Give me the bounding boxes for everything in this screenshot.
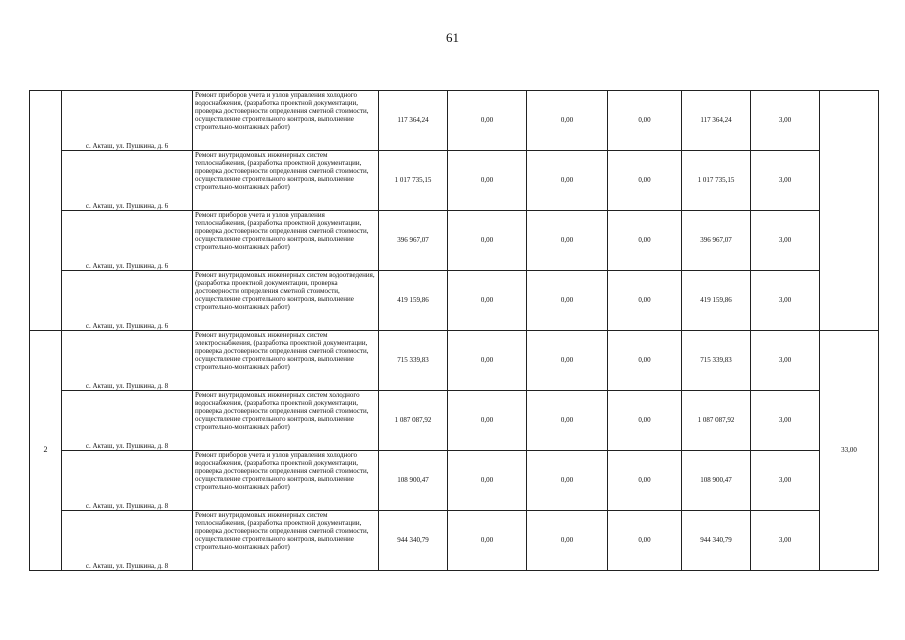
- term-cell: 3,00: [751, 451, 820, 511]
- value-cell: 0,00: [448, 151, 527, 211]
- work-description-cell: Ремонт приборов учета и узлов управления теплоснабжения, (разработка проектной документации, проверка достоверности определения сметной стоимости, осуществление строительного контроля, выполнение строительно-монтажных работ): [193, 211, 379, 271]
- table-row: [30, 271, 879, 331]
- table-row: [30, 451, 879, 511]
- address-cell: с. Акташ, ул. Пушкина, д. 8: [62, 451, 193, 511]
- value-cell: 0,00: [608, 151, 682, 211]
- total-cell: 419 159,86: [682, 271, 751, 331]
- group-number-cell: [30, 91, 62, 331]
- total-cell: 108 900,47: [682, 451, 751, 511]
- address-cell: с. Акташ, ул. Пушкина, д. 6: [62, 271, 193, 331]
- table-row: [30, 511, 879, 571]
- value-cell: 0,00: [448, 271, 527, 331]
- term-cell: 3,00: [751, 211, 820, 271]
- value-cell: 0,00: [608, 211, 682, 271]
- group-number-cell: 2: [30, 331, 62, 571]
- cost-cell: 715 339,83: [379, 331, 448, 391]
- value-cell: 0,00: [448, 211, 527, 271]
- work-description-cell: Ремонт внутридомовых инженерных систем электроснабжения, (разработка проектной документации, проверка достоверности определения сметной стоимости, осуществление строительного контроля, выполнение строительно-монтажных работ): [193, 331, 379, 391]
- value-cell: 0,00: [527, 511, 608, 571]
- value-cell: 0,00: [448, 511, 527, 571]
- total-cell: 396 967,07: [682, 211, 751, 271]
- work-description-cell: Ремонт внутридомовых инженерных систем водоотведения, (разработка проектной документации, проверка достоверности определения сметной стоимости, осуществление строительного контроля, выполнение строительно-монтажных работ): [193, 271, 379, 331]
- total-cell: 715 339,83: [682, 331, 751, 391]
- address-cell: с. Акташ, ул. Пушкина, д. 8: [62, 391, 193, 451]
- cost-cell: 944 340,79: [379, 511, 448, 571]
- cost-cell: 117 364,24: [379, 91, 448, 151]
- cost-cell: 108 900,47: [379, 451, 448, 511]
- value-cell: 0,00: [527, 151, 608, 211]
- cost-cell: 1 017 735,15: [379, 151, 448, 211]
- value-cell: 0,00: [527, 451, 608, 511]
- value-cell: 0,00: [608, 451, 682, 511]
- term-cell: 3,00: [751, 271, 820, 331]
- value-cell: 0,00: [608, 331, 682, 391]
- table-row: [30, 91, 879, 151]
- value-cell: 0,00: [608, 91, 682, 151]
- total-cell: 1 017 735,15: [682, 151, 751, 211]
- term-cell: 3,00: [751, 511, 820, 571]
- term-cell: 3,00: [751, 91, 820, 151]
- work-description-cell: Ремонт приборов учета и узлов управления холодного водоснабжения, (разработка проектной документации, проверка достоверности определения сметной стоимости, осуществление строительного контроля, выполнение строительно-монтажных работ): [193, 451, 379, 511]
- total-cell: 944 340,79: [682, 511, 751, 571]
- value-cell: 0,00: [527, 211, 608, 271]
- total-cell: 1 087 087,92: [682, 391, 751, 451]
- table-row: [30, 211, 879, 271]
- cost-cell: 419 159,86: [379, 271, 448, 331]
- value-cell: 0,00: [608, 391, 682, 451]
- total-cell: 117 364,24: [682, 91, 751, 151]
- work-description-cell: Ремонт внутридомовых инженерных систем холодного водоснабжения, (разработка проектной документации, проверка достоверности определения сметной стоимости, осуществление строительного контроля, выполнение строительно-монтажных работ): [193, 391, 379, 451]
- work-description-cell: Ремонт внутридомовых инженерных систем теплоснабжения, (разработка проектной документации, проверка достоверности определения сметной стоимости, осуществление строительного контроля, выполнение строительно-монтажных работ): [193, 511, 379, 571]
- value-cell: 0,00: [608, 511, 682, 571]
- term-cell: 3,00: [751, 391, 820, 451]
- cost-cell: 396 967,07: [379, 211, 448, 271]
- value-cell: 0,00: [527, 271, 608, 331]
- cost-cell: 1 087 087,92: [379, 391, 448, 451]
- term-cell: 3,00: [751, 331, 820, 391]
- value-cell: 0,00: [527, 91, 608, 151]
- value-cell: 0,00: [608, 271, 682, 331]
- table-body: [30, 91, 879, 571]
- value-cell: 0,00: [527, 331, 608, 391]
- value-cell: 0,00: [448, 91, 527, 151]
- value-cell: 0,00: [448, 331, 527, 391]
- table-row: [30, 331, 879, 391]
- page-number: 61: [446, 30, 459, 45]
- repair-schedule-table: [29, 90, 879, 571]
- table-row: [30, 151, 879, 211]
- term-cell: 3,00: [751, 151, 820, 211]
- address-cell: с. Акташ, ул. Пушкина, д. 6: [62, 211, 193, 271]
- value-cell: 0,00: [448, 391, 527, 451]
- work-description-cell: Ремонт внутридомовых инженерных систем теплоснабжения, (разработка проектной документации, проверка достоверности определения сметной стоимости, осуществление строительного контроля, выполнение строительно-монтажных работ): [193, 151, 379, 211]
- address-cell: с. Акташ, ул. Пушкина, д. 8: [62, 331, 193, 391]
- address-cell: с. Акташ, ул. Пушкина, д. 6: [62, 91, 193, 151]
- address-cell: с. Акташ, ул. Пушкина, д. 8: [62, 511, 193, 571]
- address-cell: с. Акташ, ул. Пушкина, д. 6: [62, 151, 193, 211]
- value-cell: 0,00: [527, 391, 608, 451]
- group-sum-cell: 33,00: [820, 331, 879, 571]
- work-description-cell: Ремонт приборов учета и узлов управления холодного водоснабжения, (разработка проектной документации, проверка достоверности определения сметной стоимости, осуществление строительного контроля, выполнение строительно-монтажных работ): [193, 91, 379, 151]
- group-sum-cell: [820, 91, 879, 331]
- table-row: [30, 391, 879, 451]
- value-cell: 0,00: [448, 451, 527, 511]
